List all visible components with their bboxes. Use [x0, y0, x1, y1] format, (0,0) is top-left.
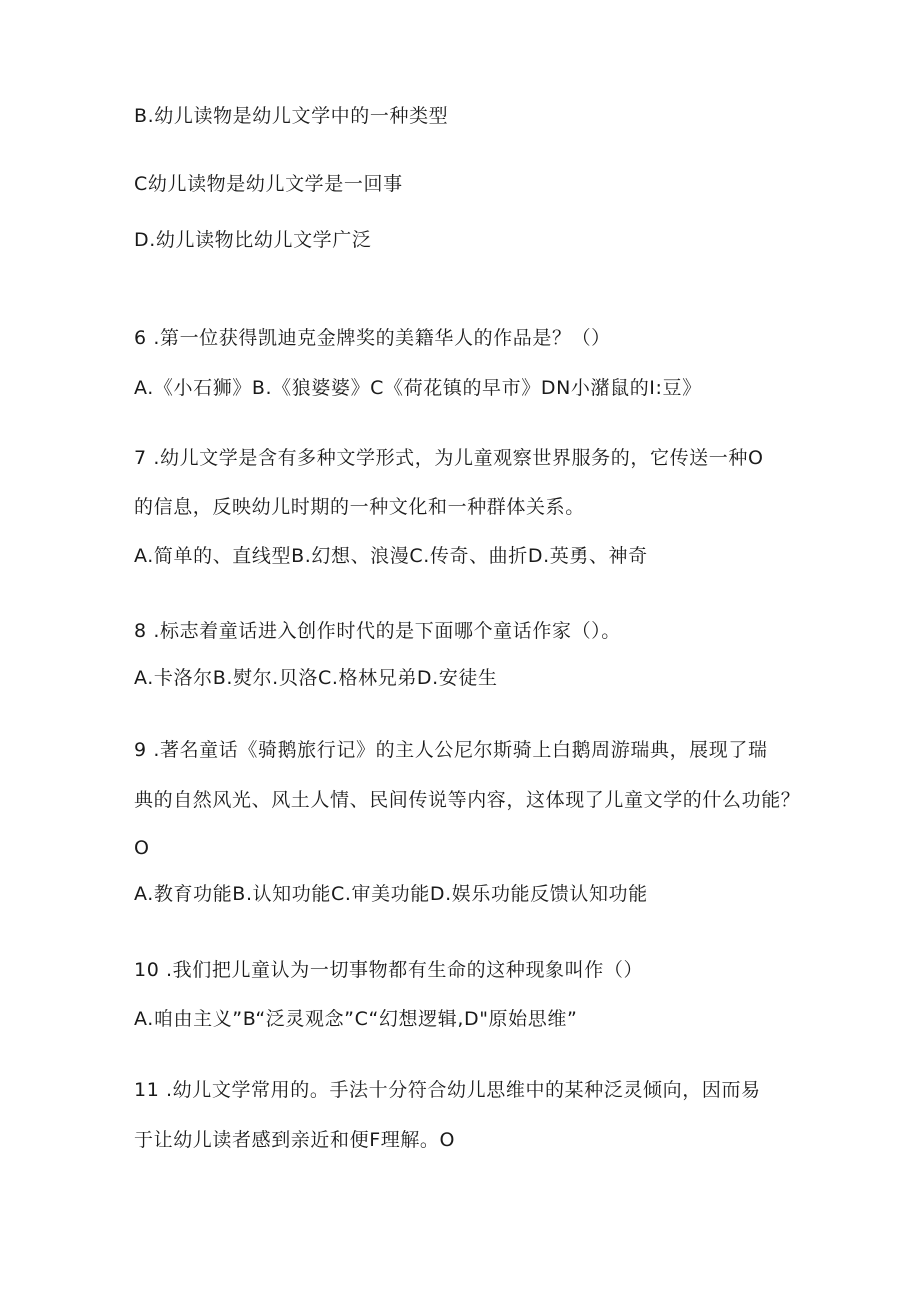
question-8: 8 .标志着童话进入创作时代的是下面哪个童话作家（）。 [134, 620, 621, 642]
options-6: A.《小石狮》B.《狼婆婆》C《荷花镇的早市》DN小潴鼠的I:豆》 [134, 377, 702, 399]
options-10: A.咱由主义”B“泛灵观念”C“幻想逻辑,D"原始思维” [134, 1008, 578, 1030]
options-8: A.卡洛尔B.熨尔.贝洛C.格林兄弟D.安徒生 [134, 667, 498, 689]
options-9: A.教育功能B.认知功能C.审美功能D.娱乐功能反馈认知功能 [134, 883, 648, 905]
question-7-line-2: 的信息，反映幼儿时期的一种文化和一种群体关系。 [134, 496, 585, 518]
question-11-line-1: 11 .幼儿文学常用的。手法十分符合幼儿思维中的某种泛灵倾向，因而易 [134, 1079, 761, 1101]
options-7: A.简单的、直线型B.幻想、浪漫C.传奇、曲折D.英勇、神奇 [134, 545, 648, 567]
option-line-5c: C幼儿读物是幼儿文学是一回事 [134, 173, 403, 195]
question-10: 10 .我们把儿童认为一切事物都有生命的这种现象叫作（） [134, 959, 644, 981]
question-9-line-1: 9 .著名童话《骑鹅旅行记》的主人公尼尔斯骑上白鹅周游瑞典，展现了瑞 [134, 739, 768, 761]
option-line-5d: D.幼儿读物比幼儿文学广泛 [134, 229, 372, 251]
question-9-line-2: 典的自然风光、风土人情、民间传说等内容，这体现了儿童文学的什么功能？ [134, 789, 801, 811]
question-9-line-3: O [134, 837, 150, 859]
question-7-line-1: 7 .幼儿文学是含有多种文学形式，为儿童观察世界服务的，它传送一种O [134, 447, 764, 469]
question-11-line-2: 于让幼儿读者感到亲近和便F理解。O [134, 1129, 456, 1151]
question-6: 6 .第一位获得凯迪克金牌奖的美籍华人的作品是？（） [134, 327, 611, 349]
option-line-5b: B.幼儿读物是幼儿文学中的一种类型 [134, 105, 449, 127]
